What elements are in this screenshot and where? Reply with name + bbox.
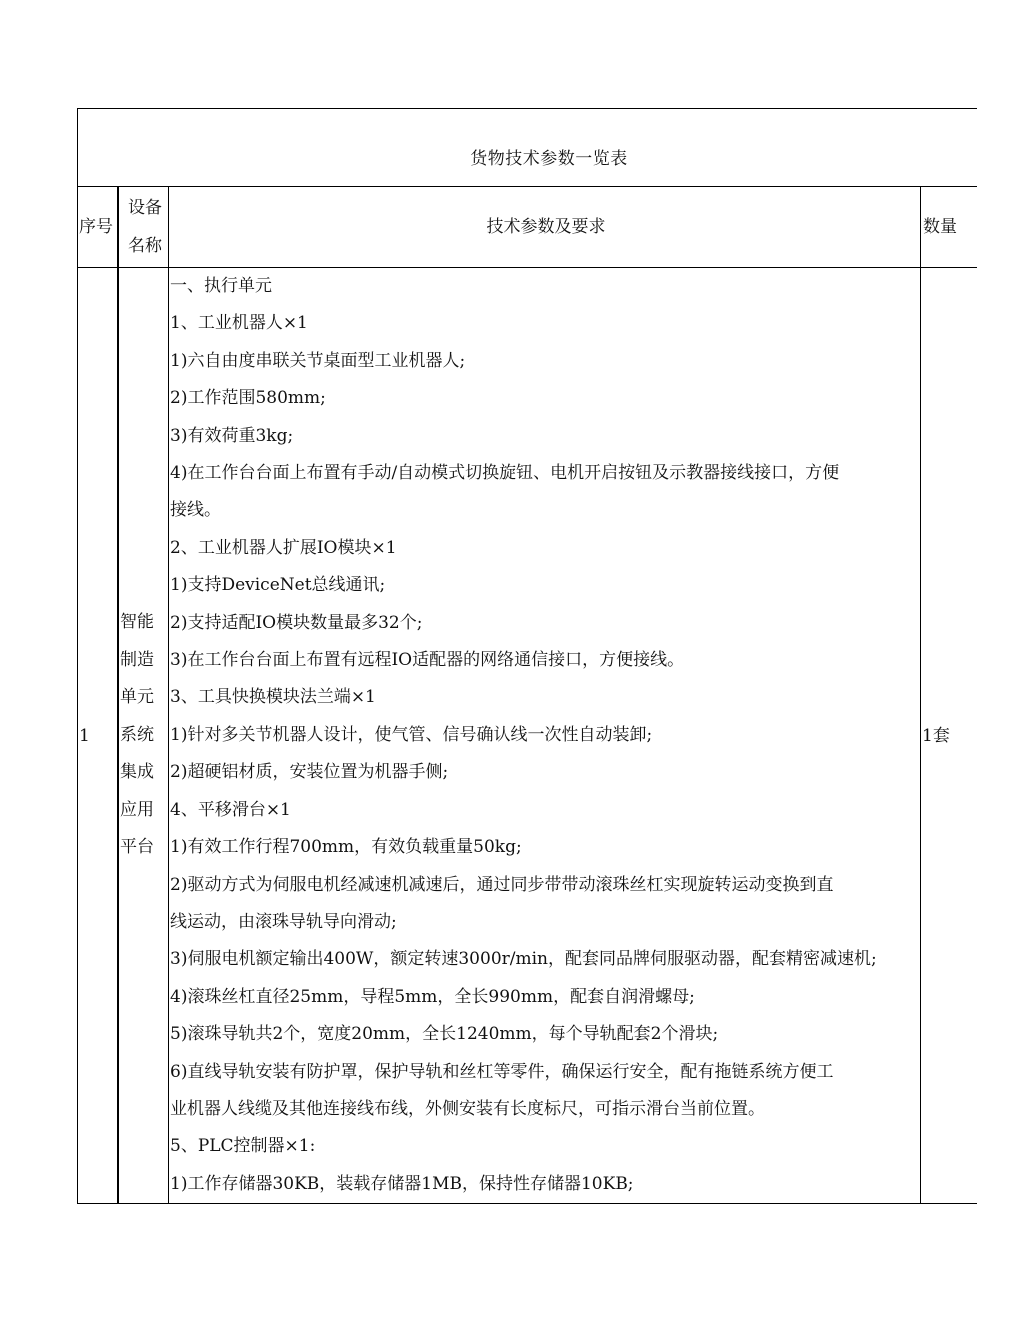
device-name-line: 单元: [120, 687, 154, 707]
header-name-line2: 名称: [128, 236, 162, 256]
param-line: 线运动，由滚珠导轨导向滑动;: [170, 911, 397, 932]
header-name-line1: 设备: [128, 198, 162, 218]
param-line: 1)针对多关节机器人设计，使气管、信号确认线一次性自动装卸;: [170, 724, 653, 745]
header-seq: 序号: [79, 217, 113, 237]
param-line: 3、工具快换模块法兰端×1: [170, 687, 376, 708]
device-name-line: 平台: [120, 837, 154, 857]
param-line: 业机器人线缆及其他连接线布线，外侧安装有长度标尺，可指示滑台当前位置。: [170, 1098, 765, 1119]
param-line: 2)超硬铝材质，安装位置为机器手侧;: [170, 762, 449, 783]
param-line: 4)在工作台台面上布置有手动/自动模式切换旋钮、电机开启按钮及示教器接线接口，方便: [170, 463, 840, 484]
name-column-divider: [168, 186, 169, 1204]
param-line: 3)伺服电机额定输出400W，额定转速3000r/min，配套同品牌伺服驱动器，配套精密减速机;: [170, 949, 877, 970]
param-line: 2、工业机器人扩展IO模块×1: [170, 537, 397, 558]
param-line: 5、PLC控制器×1:: [170, 1136, 316, 1157]
device-name-line: 系统: [120, 724, 154, 745]
table-title: 货物技术参数一览表: [470, 149, 628, 169]
row-qty: 1套: [922, 726, 950, 746]
param-line: 2)驱动方式为伺服电机经减速机减速后，通过同步带带动滚珠丝杠实现旋转运动变换到直: [170, 874, 834, 895]
row-params: [170, 268, 922, 1203]
header-name: [121, 189, 169, 265]
spec-table: [77, 108, 977, 1204]
row-device-name: [120, 604, 160, 867]
param-line: 2)工作范围580mm;: [170, 388, 326, 409]
param-line: 1)有效工作行程700mm，有效负载重量50kg;: [170, 837, 522, 858]
param-line: 3)有效荷重3kg;: [170, 425, 294, 446]
param-line: 5)滚珠导轨共2个，宽度20mm，全长1240mm，每个导轨配套2个滑块;: [170, 1024, 719, 1045]
device-name-line: 应用: [120, 799, 154, 820]
header-qty: 数量: [923, 217, 957, 237]
table-left-border: [77, 108, 78, 1204]
param-line: 接线。: [170, 500, 221, 521]
param-line: 1)六自由度串联关节桌面型工业机器人;: [170, 350, 466, 371]
device-name-line: 集成: [120, 762, 154, 782]
title-bottom-border: [77, 186, 977, 187]
param-line: 3)在工作台台面上布置有远程IO适配器的网络通信接口，方便接线。: [170, 650, 685, 671]
param-line: 1)工作存储器30KB，装载存储器1MB，保持性存储器10KB;: [170, 1173, 634, 1194]
param-line: 4、平移滑台×1: [170, 799, 291, 820]
device-name-line: 制造: [120, 649, 154, 670]
header-params: 技术参数及要求: [486, 217, 606, 237]
param-line: 1)支持DeviceNet总线通讯;: [170, 575, 386, 596]
param-line: 1、工业机器人×1: [170, 313, 308, 334]
param-line: 4)滚珠丝杠直径25mm，导程5mm，全长990mm，配套自润滑螺母;: [170, 986, 695, 1007]
table-top-border: [77, 108, 977, 109]
param-line: 6)直线导轨安装有防护罩，保护导轨和丝杠等零件，确保运行安全，配有拖链系统方便工: [170, 1061, 834, 1082]
row-seq: 1: [79, 726, 90, 746]
device-name-line: 智能: [120, 612, 154, 632]
param-line: 2)支持适配IO模块数量最多32个;: [170, 612, 423, 633]
seq-column-divider: [117, 186, 119, 1204]
param-line: 一、执行单元: [170, 276, 272, 296]
